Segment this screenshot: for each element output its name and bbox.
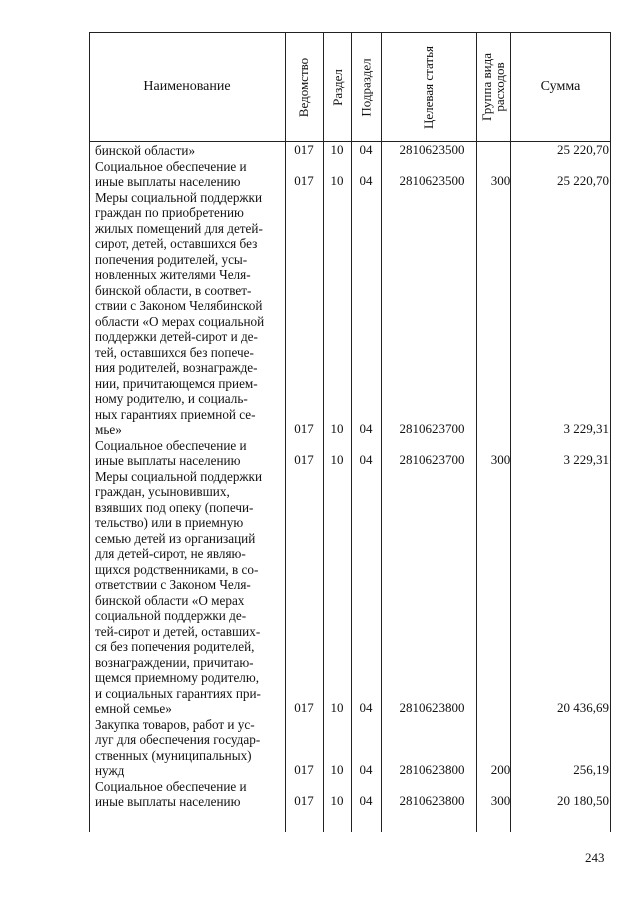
cell-vedomstvo: 017 — [294, 699, 314, 715]
row-name-line: ответствии с Законом Челя- — [95, 577, 251, 592]
table-row — [89, 438, 611, 469]
cell-celevaya: 2810623800 — [399, 761, 465, 777]
cell-summa: 3 229,31 — [563, 420, 609, 436]
cell-summa: 25 220,70 — [557, 172, 609, 188]
cell-celevaya: 2810623500 — [399, 172, 465, 188]
cell-vedomstvo: 017 — [294, 451, 314, 467]
cell-celevaya: 2810623700 — [399, 420, 465, 436]
header-vedomstvo: Ведомство — [296, 57, 312, 117]
row-name-line: Меры социальной поддержки — [95, 189, 263, 205]
cell-podrazdel: 04 — [359, 420, 373, 436]
cell-summa: 3 229,31 — [563, 451, 609, 467]
row-name — [89, 159, 285, 190]
row-name-line: иные выплаты населению — [95, 453, 241, 468]
cell-razdel: 10 — [330, 141, 344, 157]
cell-summa: 20 436,69 — [557, 699, 609, 715]
cell-vedomstvo: 017 — [294, 420, 314, 436]
row-name-line: щихся родственниками, в со- — [95, 561, 259, 577]
row-values — [285, 421, 611, 437]
row-name-line: иные выплаты населению — [95, 794, 241, 809]
row-name-line: социальной поддержки де- — [95, 608, 247, 623]
row-name-line: ся без попечения родителей, — [95, 639, 255, 654]
row-name-line: Социальное обеспечение и — [95, 778, 247, 794]
row-name-line: щемся приемному родителю, — [95, 670, 260, 685]
row-name-line: сирот, детей, оставшихся без — [95, 236, 258, 251]
header-podrazdel: Подраздел — [358, 57, 374, 117]
cell-razdel: 10 — [330, 792, 344, 808]
cell-vedomstvo: 017 — [294, 141, 314, 157]
cell-podrazdel: 04 — [359, 451, 373, 467]
cell-razdel: 10 — [330, 699, 344, 715]
cell-razdel: 10 — [330, 451, 344, 467]
row-name-line: жилых помещений для детей- — [95, 220, 263, 236]
cell-podrazdel: 04 — [359, 172, 373, 188]
cell-summa: 20 180,50 — [557, 792, 609, 808]
row-values — [285, 142, 611, 158]
row-name — [89, 438, 285, 469]
row-name — [89, 190, 285, 438]
row-values — [285, 452, 611, 468]
table-row — [89, 779, 611, 810]
cell-celevaya: 2810623800 — [399, 699, 465, 715]
table-row — [89, 190, 611, 438]
row-name-line: Социальное обеспечение и — [95, 437, 247, 453]
table-row — [89, 717, 611, 779]
row-name-line: иные выплаты населению — [95, 174, 241, 189]
row-name-line: граждан по приобретению — [95, 205, 244, 220]
row-name-line: взявших под опеку (попечи- — [95, 499, 254, 515]
row-name-line: Меры социальной поддержки — [95, 468, 263, 484]
row-name-line: бинской области» — [95, 143, 196, 158]
table-body — [89, 143, 611, 810]
row-values — [285, 762, 611, 778]
row-name — [89, 717, 285, 779]
row-name-line: граждан, усыновивших, — [95, 484, 230, 499]
row-name-line: ния родителей, вознагражде- — [95, 360, 258, 375]
row-name-line: новленных жителями Челя- — [95, 267, 251, 282]
row-name-line: тей-сирот и детей, оставших- — [95, 623, 261, 639]
cell-summa: 256,19 — [573, 761, 609, 777]
row-name-line: емной семье» — [95, 701, 172, 716]
header-gruppa: Группа вида расходов — [479, 53, 508, 121]
cell-podrazdel: 04 — [359, 141, 373, 157]
row-name-line: Социальное обеспечение и — [95, 158, 247, 174]
row-name-line: бинской области, в соответ- — [95, 282, 252, 298]
header-celevaya: Целевая статья — [420, 45, 436, 129]
table-row — [89, 159, 611, 190]
row-name-line: луг для обеспечения государ- — [95, 732, 261, 747]
cell-celevaya: 2810623800 — [399, 792, 465, 808]
row-name-line: нужд — [95, 763, 125, 778]
row-name — [89, 469, 285, 717]
cell-razdel: 10 — [330, 420, 344, 436]
row-name-line: тей, оставшихся без попече- — [95, 344, 254, 360]
cell-celevaya: 2810623700 — [399, 451, 465, 467]
table-row — [89, 143, 611, 159]
row-name — [89, 143, 285, 159]
cell-gruppa: 300 — [490, 792, 511, 808]
cell-razdel: 10 — [330, 761, 344, 777]
cell-summa: 25 220,70 — [557, 141, 609, 157]
row-name-line: и социальных гарантиях при- — [95, 685, 261, 701]
row-name-line: поддержки детей-сирот и де- — [95, 329, 258, 344]
cell-podrazdel: 04 — [359, 792, 373, 808]
row-values — [285, 700, 611, 716]
row-name-line: тельство) или в приемную — [95, 515, 244, 530]
cell-gruppa: 200 — [490, 761, 511, 777]
cell-celevaya: 2810623500 — [399, 141, 465, 157]
header-razdel: Раздел — [329, 68, 345, 106]
cell-razdel: 10 — [330, 172, 344, 188]
row-name-line: ному родителю, и социаль- — [95, 391, 248, 406]
row-name-line: ных гарантиях приемной се- — [95, 406, 256, 422]
header-name: Наименование — [143, 79, 231, 94]
cell-podrazdel: 04 — [359, 761, 373, 777]
cell-gruppa: 300 — [490, 451, 511, 467]
row-name — [89, 779, 285, 810]
row-name-line: попечения родителей, усы- — [95, 251, 248, 267]
row-name-line: семью детей из организаций — [95, 530, 256, 546]
row-values — [285, 793, 611, 809]
page-number: 243 — [585, 850, 605, 865]
row-name-line: ственных (муниципальных) — [95, 747, 252, 763]
cell-vedomstvo: 017 — [294, 172, 314, 188]
row-values — [285, 173, 611, 189]
header-summa: Сумма — [540, 79, 581, 94]
cell-vedomstvo: 017 — [294, 792, 314, 808]
row-name-line: ствии с Законом Челябинской — [95, 298, 263, 313]
cell-podrazdel: 04 — [359, 699, 373, 715]
cell-vedomstvo: 017 — [294, 761, 314, 777]
row-name-line: мье» — [95, 422, 122, 437]
row-name-line: бинской области «О мерах — [95, 592, 245, 608]
cell-gruppa: 300 — [490, 172, 511, 188]
row-name-line: нии, причитающемся прием- — [95, 375, 258, 391]
row-name-line: для детей-сирот, не являю- — [95, 546, 246, 561]
row-name-line: вознаграждении, причитаю- — [95, 654, 254, 670]
table-row — [89, 469, 611, 717]
row-name-line: области «О мерах социальной — [95, 313, 265, 329]
row-name-line: Закупка товаров, работ и ус- — [95, 716, 255, 732]
